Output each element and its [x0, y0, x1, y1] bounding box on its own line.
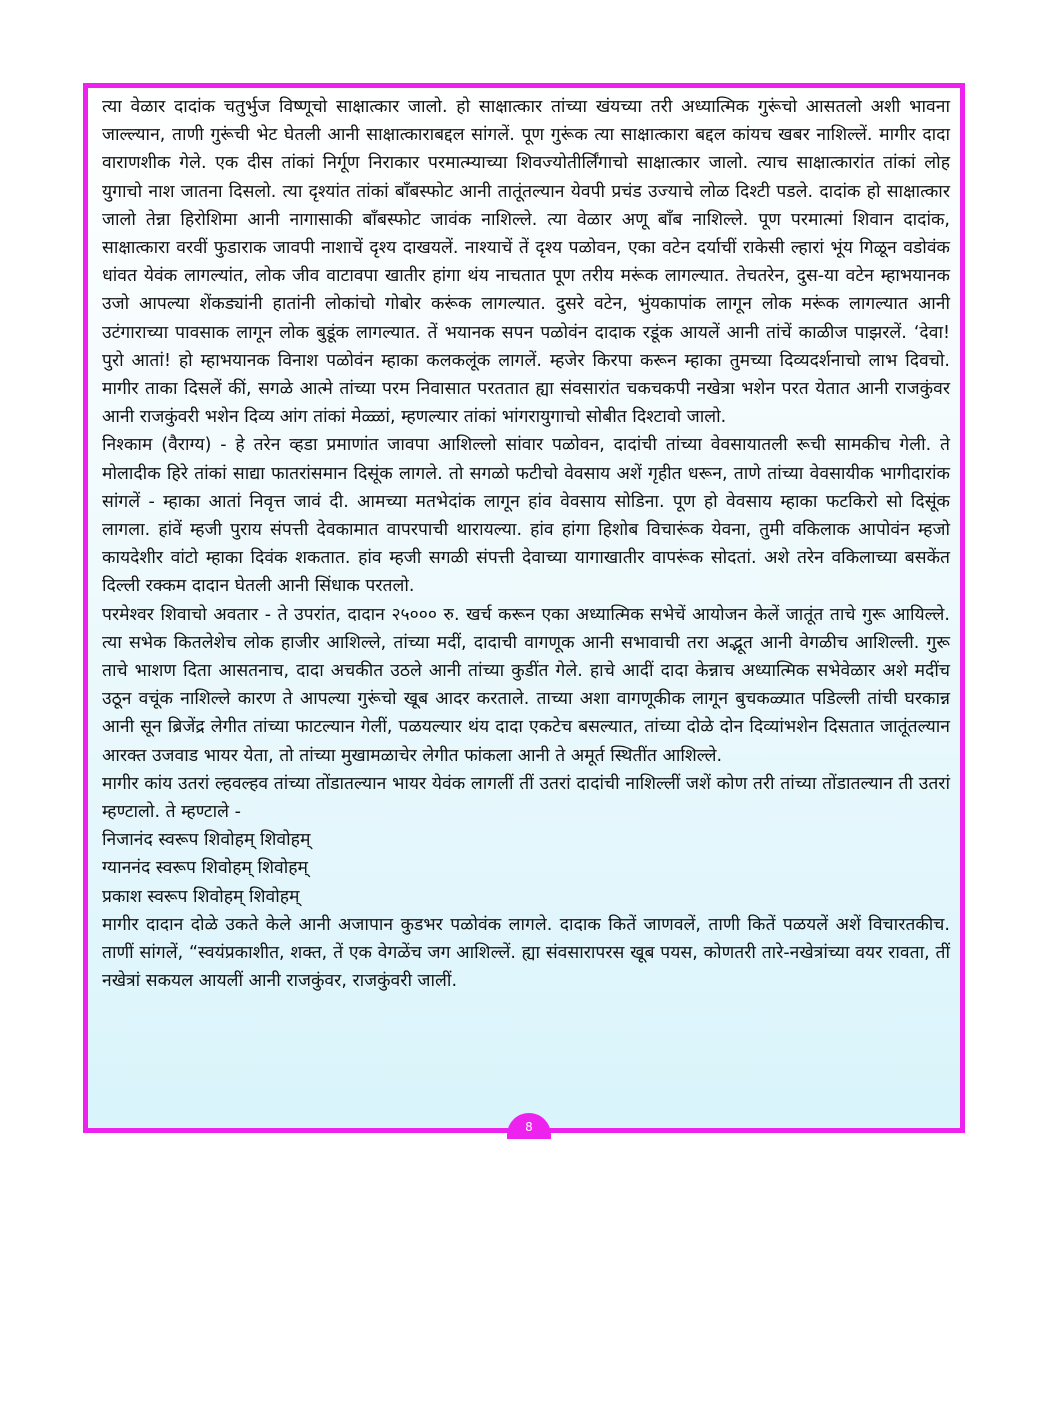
page-number: 8 — [507, 1113, 551, 1139]
paragraph-shiva-avatar: परमेश्वर शिवाचो अवतार - ते उपरांत, दादान २५००० रु. खर्च करून एका अध्यात्मिक सभेचें आयोजन केलें जातूंत ताचे गुरू आयिल्ले. त्या सभेक कितलेशेच लोक हाजीर आशिल्ले, तांच्या मदीं, दादाची वागणूक आनी सभावाची तरा अद्भूत आनी वेगळीच आशिल्ली. गुरू ताचे भाशण दिता आसतनाच, दादा अचकीत उठले आनी तांच्या कुडींत गेले. हाचे आदीं दादा केन्नाच अध्यात्मिक सभेवेळार अशे मदींच उठून वचूंक नाशिल्ले कारण ते आपल्या गुरूंचो खूब आदर करताले. ताच्या अशा वागणूकीक लागून बुचकळ्यात पडिल्ली तांची घरकान्न आनी सून ब्रिजेंद्र लेगीत तांच्या फाटल्यान गेलीं, पळयल्यार थंय दादा एकटेच बसल्यात, तांच्या दोळे दोन दिव्यांभशेन दिसतात जातूंतल्यान आरक्त उजवाड भायर येता, तो तांच्या मुखामळाचेर लेगीत फांकला आनी ते अमूर्त स्थितींत आशिल्ले. — [102, 604, 950, 766]
paragraph-closing: मागीर दादान दोळे उकते केले आनी अजापान कुडभर पळोवंक लागले. दादाक कितें जाणवलें, ताणी कितें पळयलें अशें विचारतकीच. ताणीं सांगलें, “स्वयंप्रकाशीत, शक्त, तें एक वेगळेंच जग आशिल्लें. ह्या संवसारापरस खूब पयस, कोणतरी तारे-नखेत्रांच्या वयर रावता, तीं नखेत्रां सकयल आयलीं आनी राजकुंवर, राजकुंवरी जालीं. — [102, 914, 950, 992]
verse-line: प्रकाश स्वरूप शिवोहम् शिवोहम् — [102, 886, 300, 907]
paragraph-words-spoken: मागीर कांय उतरां ल्हवल्हव तांच्या तोंडातल्यान भायर येवंक लागलीं तीं उतरां दादांची नाशिल्लीं जशें कोण तरी तांच्या तोंडातल्यान ती उतरां म्हण्टालो. ते म्हण्टाले - — [102, 773, 950, 823]
paragraph-vision: त्या वेळार दादांक चतुर्भुज विष्णूचो साक्षात्कार जालो. हो साक्षात्कार तांच्या खंयच्या तरी अध्यात्मिक गुरूंचो आसतलो अशी भावना जाल्ल्यान, ताणी गुरूंची भेट घेतली आनी साक्षात्काराबद्दल सांगलें. पूण गुरूंक त्या साक्षात्कारा बद्दल कांयच खबर नाशिल्लें. मागीर दादा वाराणशीक गेले. एक दीस तांकां निर्गूण निराकार परमात्म्याच्या शिवज्योतीर्लिंगाचो साक्षात्कार जालो. त्याच साक्षात्कारांत तांकां लोह युगाचो नाश जातना दिसलो. त्या दृश्यांत तांकां बाँबस्फोट आनी तातूंतल्यान येवपी प्रचंड उज्याचे लोळ दिश्टी पडले. दादांक हो साक्षात्कार जालो तेन्ना हिरोशिमा आनी नागासाकी बाँबस्फोट जावंक नाशिल्ले. त्या वेळार अणू बाँब नाशिल्ले. पूण परमात्मां शिवान दादांक, साक्षात्कारा वरवीं फुडाराक जावपी नाशाचें दृश्य दाखयलें. नाश्याचें तें दृश्य पळोवन, एका वटेन दर्याचीं राकेसी ल्हारां भूंय गिळून वडोवंक धांवत येवंक लागल्यांत, लोक जीव वाटावपा खातीर हांगा थंय नाचतात पूण तरीय मरूंक लागल्यात. तेचतरेन, दुस-या वटेन म्हाभयानक उजो आपल्या शेंकड्यांनी हातांनी लोकांचो गोबोर करूंक लागल्यात. दुसरे वटेन, भुंयकापांक लागून लोक मरूंक लागल्यात आनी उटंगाराच्या पावसाक लागून लोक बुडूंक लागल्यात. तें भयानक सपन पळोवंन दादाक रडूंक आयलें आनी तांचें काळीज पाझरलें. ‘देवा! पुरो आतां! हो म्हाभयानक विनाश पळोवंन म्हाका कलकलूंक लागलें. म्हजेर किरपा करून म्हाका तुमच्या दिव्यदर्शनाचो लाभ दिवचो. मागीर ताका दिसलें कीं, सगळे आत्मे तांच्या परम निवासात परततात ह्या संवसारांत चकचकपी नखेत्रा भशेन परत येतात आनी राजकुंवर आनी राजकुंवरी भशेन दिव्य आंग तांकां मेळ्ळां, म्हणल्यार तांकां भांगरायुगाचो सोबीत दिश्टावो जालो. — [102, 97, 950, 428]
verse-line: निजानंद स्वरूप शिवोहम् शिवोहम् — [102, 830, 311, 851]
verse-line: ग्याननंद स्वरूप शिवोहम् शिवोहम् — [102, 858, 308, 879]
page-content — [102, 93, 950, 996]
paragraph-detachment: निश्काम (वैराग्य) - हे तरेन व्हडा प्रमाणांत जावपा आशिल्लो सांवार पळोवन, दादांची तांच्या वेवसायातली रूची सामकीच गेली. ते मोलादीक हिरे तांकां साद्या फातरांसमान दिसूंक लागले. तो सगळो फटीचो वेवसाय अशें गृहीत धरून, ताणे तांच्या वेवसायीक भागीदारांक सांगलें - म्हाका आतां निवृत्त जावं दी. आमच्या मतभेदांक लागून हांव वेवसाय सोडिना. पूण हो वेवसाय म्हाका फटकिरो सो दिसूंक लागला. हांवें म्हजी पुराय संपत्ती देवकामात वापरपाची थारायल्या. हांव हांगा हिशोब विचारूंक येवना, तुमी वकिलाक आपोवंन म्हजो कायदेशीर वांटो म्हाका दिवंक शकतात. हांव म्हजी सगळी संपत्ती देवाच्या यागाखातीर वापरूंक सोदतां. अशे तरेन वकिलाच्या बसकेंत दिल्ली रक्कम दादान घेतली आनी सिंधाक परतलो. — [102, 435, 950, 597]
